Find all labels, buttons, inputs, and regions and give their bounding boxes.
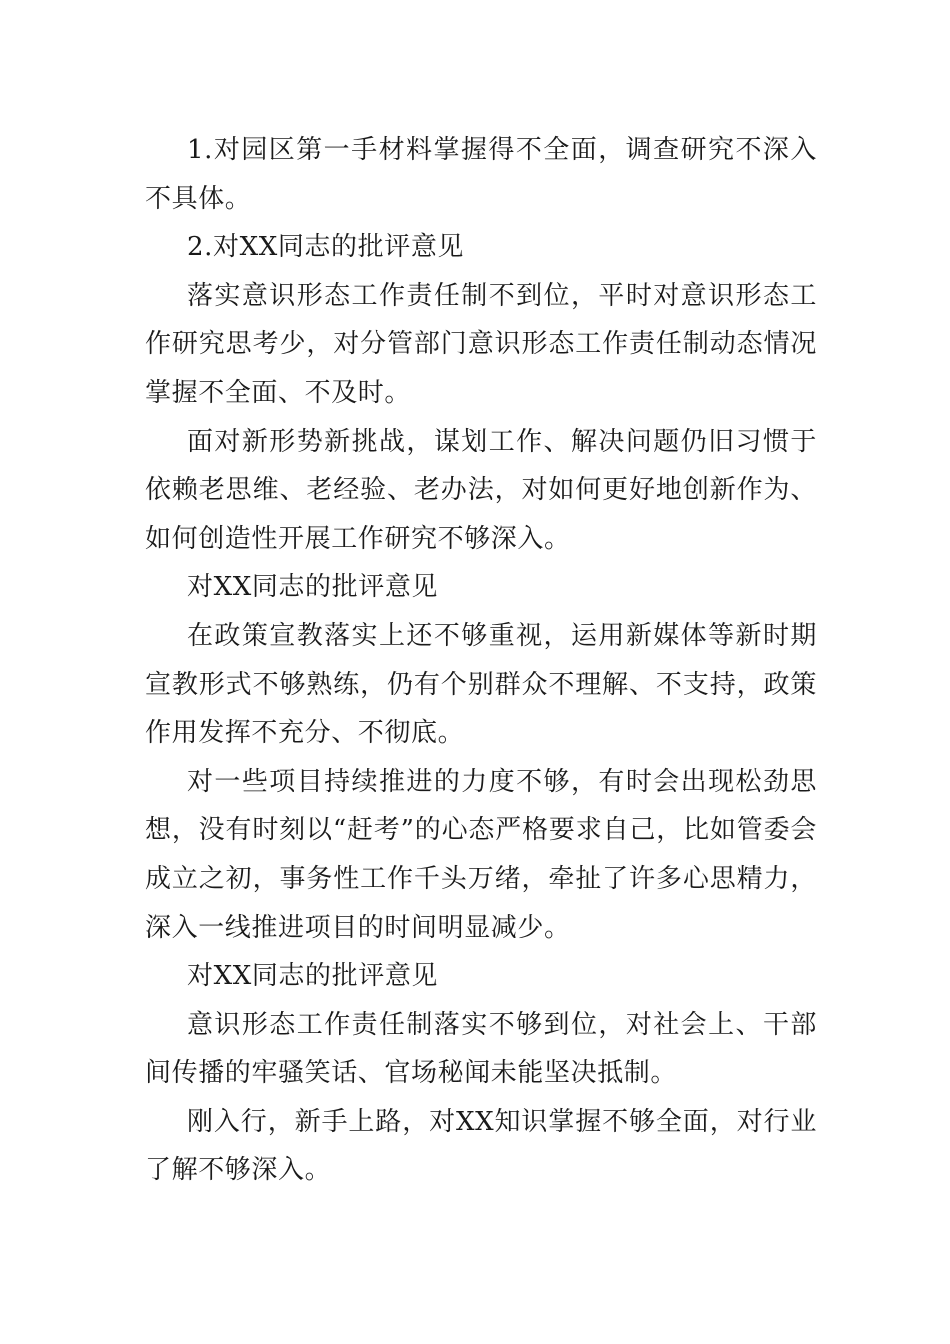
paragraph-7: 对一些项目持续推进的力度不够，有时会出现松劲思想，没有时刻以“赶考”的心态严格要求自己，比如管委会成立之初，事务性工作千头万绪，牵扯了许多心思精力，深入一线推进项目的时间明显减少。 (145, 766, 817, 943)
paragraph-10: 刚入行，新手上路，对XX知识掌握不够全面，对行业了解不够深入。 (145, 1106, 817, 1186)
paragraph-4: 面对新形势新挑战，谋划工作、解决问题仍旧习惯于依赖老思维、老经验、老办法，对如何更好地创新作为、如何创造性开展工作研究不够深入。 (145, 426, 817, 554)
paragraph-9: 意识形态工作责任制落实不够到位，对社会上、干部间传播的牢骚笑话、官场秘闻未能坚决抵制。 (145, 1009, 817, 1089)
section-heading-5: 对XX同志的批评意见 (187, 572, 439, 603)
section-heading-8: 对XX同志的批评意见 (187, 961, 439, 992)
document-body (145, 126, 817, 1195)
paragraph-6: 在政策宣教落实上还不够重视，运用新媒体等新时期宣教形式不够熟练，仍有个别群众不理解、不支持，政策作用发挥不充分、不彻底。 (145, 620, 817, 749)
paragraph-3: 落实意识形态工作责任制不到位，平时对意识形态工作研究思考少，对分管部门意识形态工作责任制动态情况掌握不全面、不及时。 (145, 280, 817, 408)
section-heading-2: 2.对XX同志的批评意见 (187, 232, 465, 263)
paragraph-1: 1.对园区第一手材料掌握得不全面，调查研究不深入不具体。 (145, 135, 817, 214)
